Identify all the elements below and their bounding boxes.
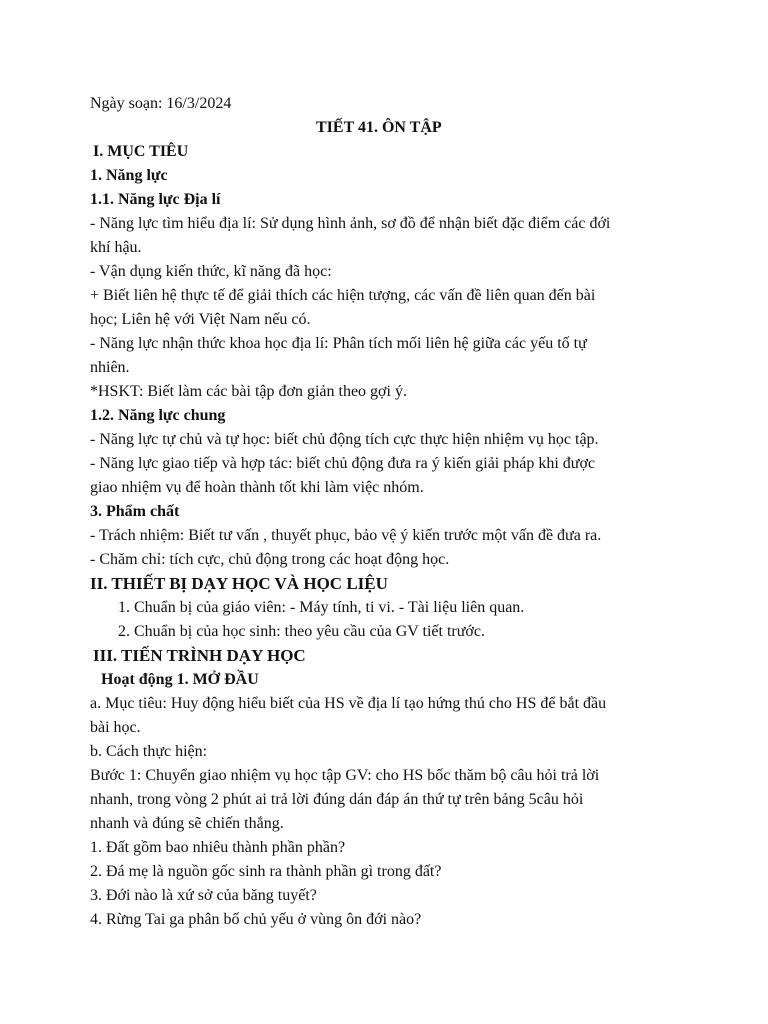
subheading-nang-luc: 1. Năng lực <box>90 167 168 184</box>
lesson-title: TIẾT 41. ÔN TẬP <box>316 119 442 136</box>
subheading-nang-luc-chung: 1.2. Năng lực chung <box>90 407 226 424</box>
paragraph-line: nhanh, trong vòng 2 phút ai trả lời đúng dán đáp án thứ tự trên bảng 5câu hỏi <box>90 791 584 808</box>
paragraph-line: - Trách nhiệm: Biết tư vấn , thuyết phục, bảo vệ ý kiến trước một vấn đề đưa ra. <box>90 527 602 544</box>
section-3-heading: III. TIẾN TRÌNH DẠY HỌC <box>93 646 306 665</box>
question-item: 4. Rừng Tai ga phân bố chủ yếu ở vùng ôn đới nào? <box>90 911 422 928</box>
paragraph-line: - Năng lực nhận thức khoa học địa lí: Phân tích mối liên hệ giữa các yếu tố tự <box>90 335 587 352</box>
paragraph-line: - Năng lực giao tiếp và hợp tác: biết chủ động đưa ra ý kiến giải pháp khi được <box>90 455 596 472</box>
paragraph-line: + Biết liên hệ thực tế để giải thích các hiện tượng, các vấn đề liên quan đến bài <box>90 287 596 304</box>
date-line: Ngày soạn: 16/3/2024 <box>90 95 232 112</box>
question-item: 3. Đới nào là xứ sở của băng tuyết? <box>90 887 317 904</box>
paragraph-line: khí hậu. <box>90 239 142 256</box>
paragraph-line: giao nhiệm vụ để hoàn thành tốt khi làm việc nhóm. <box>90 479 424 496</box>
paragraph-line: *HSKT: Biết làm các bài tập đơn giản theo gợi ý. <box>90 383 407 400</box>
question-item: 2. Đá mẹ là nguồn gốc sinh ra thành phần gì trong đất? <box>90 863 442 880</box>
paragraph-line: học; Liên hệ với Việt Nam nếu có. <box>90 311 311 328</box>
paragraph-line: nhanh và đúng sẽ chiến thắng. <box>90 815 284 832</box>
paragraph-line: nhiên. <box>90 359 130 376</box>
paragraph-line: a. Mục tiêu: Huy động hiểu biết của HS về địa lí tạo hứng thú cho HS để bắt đầu <box>90 695 607 712</box>
paragraph-line: bài học. <box>90 719 141 736</box>
paragraph-line: - Năng lực tự chủ và tự học: biết chủ động tích cực thực hiện nhiệm vụ học tập. <box>90 431 599 448</box>
subheading-nang-luc-dia-li: 1.1. Năng lực Địa lí <box>90 191 221 208</box>
activity-heading: Hoạt động 1. MỞ ĐẦU <box>101 671 259 688</box>
list-item: 1. Chuẩn bị của giáo viên: - Máy tính, ti vi. - Tài liệu liên quan. <box>118 599 525 616</box>
paragraph-line: b. Cách thực hiện: <box>90 743 208 760</box>
section-1-heading: I. MỤC TIÊU <box>93 143 189 160</box>
subheading-pham-chat: 3. Phẩm chất <box>90 503 180 520</box>
list-item: 2. Chuẩn bị của học sinh: theo yêu cầu của GV tiết trước. <box>118 623 485 640</box>
paragraph-line: - Vận dụng kiến thức, kĩ năng đã học: <box>90 263 332 280</box>
paragraph-line: - Chăm chỉ: tích cực, chủ động trong các hoạt động học. <box>90 551 450 568</box>
section-2-heading: II. THIẾT BỊ DẠY HỌC VÀ HỌC LIỆU <box>90 574 388 593</box>
paragraph-line: Bước 1: Chuyển giao nhiệm vụ học tập GV: cho HS bốc thăm bộ câu hỏi trả lời <box>90 767 600 784</box>
question-item: 1. Đất gồm bao nhiêu thành phần phần? <box>90 839 346 856</box>
paragraph-line: - Năng lực tìm hiểu địa lí: Sử dụng hình ảnh, sơ đồ để nhận biết đặc điểm các đới <box>90 215 611 232</box>
